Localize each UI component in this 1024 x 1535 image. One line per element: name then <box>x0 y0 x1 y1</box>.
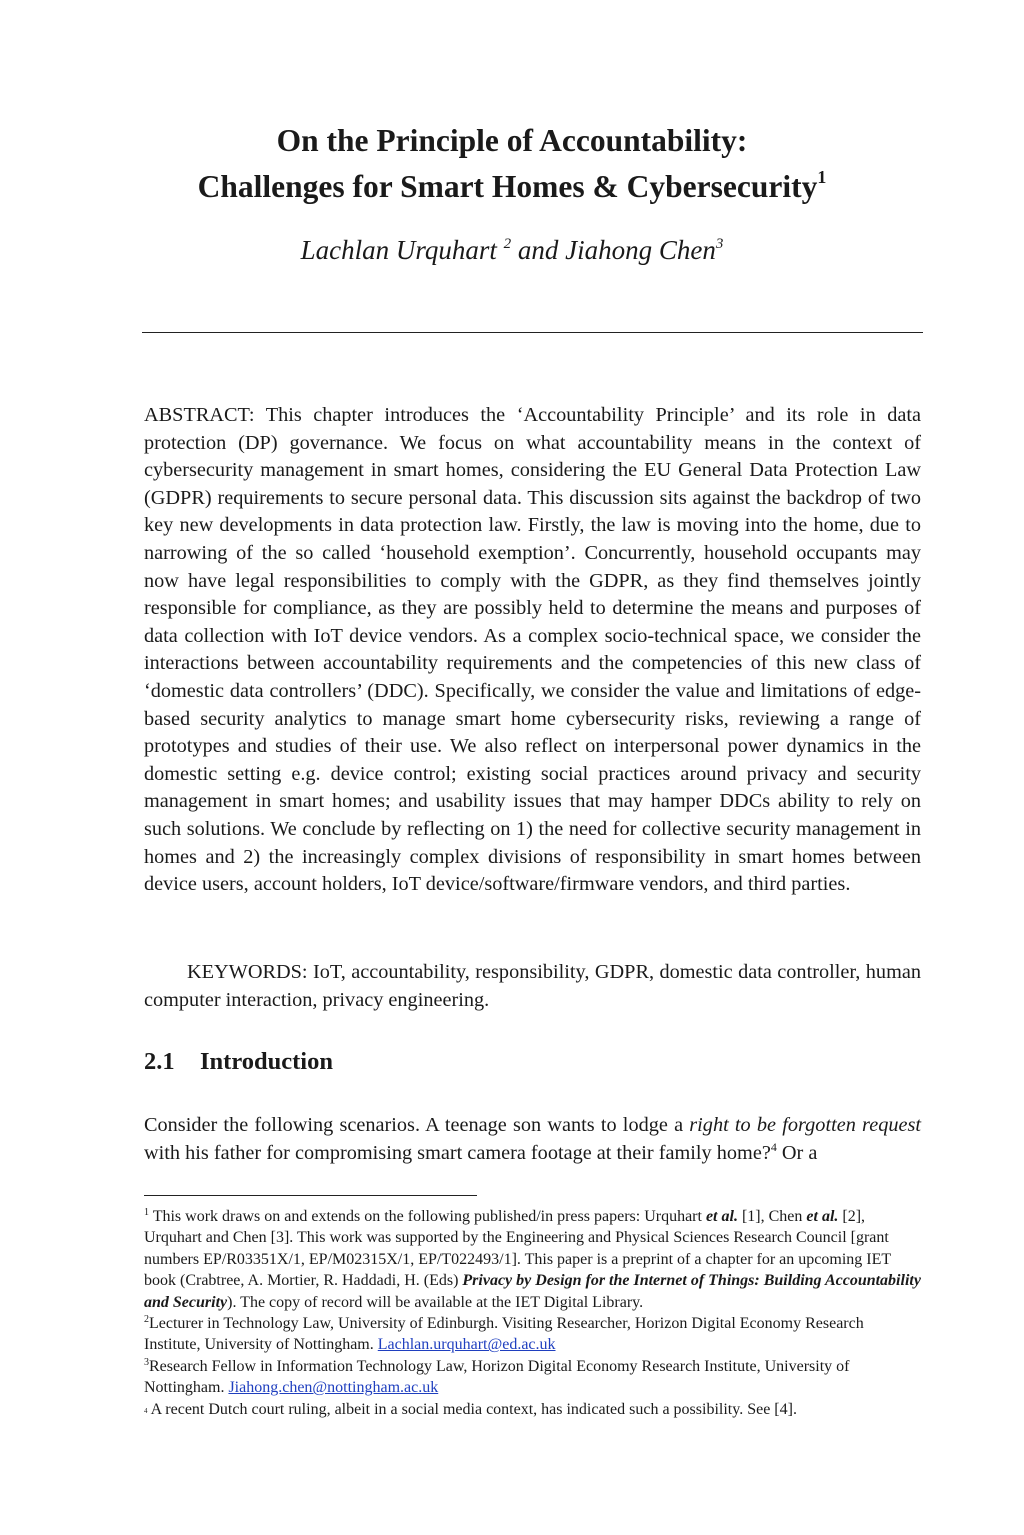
intro-text-part-1: Consider the following scenarios. A teenage son wants to lodge a <box>144 1114 690 1136</box>
footnote-4 <box>144 1399 921 1420</box>
footnote-2-text: Lecturer in Technology Law, University of Edinburgh. Visiting Researcher, Horizon Digital Economy Research Institute, University of Nottingham. <box>144 1315 864 1354</box>
footnote-1 <box>144 1206 921 1313</box>
title-divider <box>142 332 923 333</box>
author-1-footnote-mark[interactable]: 2 <box>503 236 512 252</box>
footnote-4-text: A recent Dutch court ruling, albeit in a social media context, has indicated such a possibility. See [4]. <box>147 1400 797 1418</box>
footnote-4-mark: 4 <box>144 1406 148 1415</box>
footnote-2-email-link[interactable]: Lachlan.urquhart@ed.ac.uk <box>377 1336 556 1354</box>
footnote-1-etal-2: et al. <box>806 1208 839 1225</box>
intro-emphasis: right to be forgotten request <box>689 1114 922 1136</box>
abstract-paragraph: ABSTRACT: This chapter introduces the ‘Accountability Principle’ and its role in data protection (DP) governance. We focus on what accountability means in the context of cybersecurity management in smart homes, considering the EU General Data Protection Law (GDPR) requirements to secure personal data. This discussion sits against the backdrop of two key new developments in data protection law. Firstly, the law is moving into the home, due to narrowing of the so called ‘household exemption’. Concurrently, household occupants may now have legal responsibilities to comply with the GDPR, as they find themselves jointly responsible for compliance, as they are possibly held to determine the means and purposes of data collection with IoT device vendors. As a complex socio-technical space, we consider the interactions between accountability requirements and the competencies of this new class of ‘domestic data controllers’ (DDC). Specifically, we consider the value and limitations of edge-based security analytics to manage smart home cybersecurity risks, reviewing a range of prototypes and studies of their use. We also reflect on interpersonal power dynamics in the domestic setting e.g. device control; existing social practices around privacy and security management in smart homes; and usability issues that may hamper DDCs ability to rely on such solutions. We conclude by reflecting on 1) the need for collective security management in homes and 2) the increasingly complex divisions of responsibility in smart homes between device users, account holders, IoT device/software/firmware vendors, and third parties. <box>144 404 921 896</box>
footnote-1-text-d: ). The copy of record will be available at the IET Digital Library. <box>227 1293 644 1311</box>
footnote-divider <box>144 1195 477 1196</box>
author-conjunction: and <box>517 235 559 265</box>
section-title: Introduction <box>200 1048 333 1075</box>
footnotes <box>144 1206 921 1420</box>
footnote-1-etal-1: et al. <box>705 1208 738 1225</box>
footnote-3 <box>144 1356 921 1399</box>
intro-text-part-2: with his father for compromising smart camera footage at their family home? <box>144 1142 771 1164</box>
section-number: 2.1 <box>144 1048 175 1075</box>
footnote-1-book-title: Privacy by Design for the Internet of Things: Building Accountability and Security <box>144 1272 921 1311</box>
section-heading <box>144 1045 333 1079</box>
author-2-footnote-mark[interactable]: 3 <box>715 236 724 252</box>
intro-text-part-3: Or a <box>776 1142 818 1164</box>
footnote-1-mark: 1 <box>144 1207 149 1218</box>
author-1: Lachlan Urquhart <box>300 235 497 265</box>
footnote-3-mark: 3 <box>144 1356 149 1368</box>
author-list <box>100 230 924 270</box>
footnote-3-email-link[interactable]: Jiahong.chen@nottingham.ac.uk <box>228 1379 439 1397</box>
footnote-2-mark: 2 <box>144 1314 149 1326</box>
keywords-paragraph: KEYWORDS: IoT, accountability, responsibility, GDPR, domestic data controller, human computer interaction, privacy engineering. <box>144 961 921 1011</box>
footnote-1-text-c: [2], Urquhart and Chen [3]. This work was supported by the Engineering and Physical Sciences Research Council [grant numbers EP/R03351X/1, EP/M02315X/1, EP/T022493/1]. This paper is a preprint of a chapter for an upcoming IET book (Crabtree, A. Mortier, R. Haddadi, H. (Eds) <box>144 1208 891 1290</box>
footnote-1-text-b: [1], Chen <box>737 1208 807 1225</box>
title-line-2: Challenges for Smart Homes & Cybersecurity <box>197 169 818 204</box>
title-line-1: On the Principle of Accountability: <box>276 123 748 158</box>
paper-title <box>100 118 924 210</box>
intro-paragraph <box>144 1111 921 1167</box>
footnote-2 <box>144 1313 921 1356</box>
intro-footnote-mark[interactable]: 4 <box>770 1140 777 1154</box>
title-footnote-mark[interactable]: 1 <box>817 167 827 187</box>
footnote-3-text: Research Fellow in Information Technology Law, Horizon Digital Economy Research Institute, University of Nottingham. <box>144 1357 850 1397</box>
footnote-1-text-a: This work draws on and extends on the following published/in press papers: Urquhart <box>149 1208 706 1225</box>
author-2: Jiahong Chen <box>565 235 716 265</box>
